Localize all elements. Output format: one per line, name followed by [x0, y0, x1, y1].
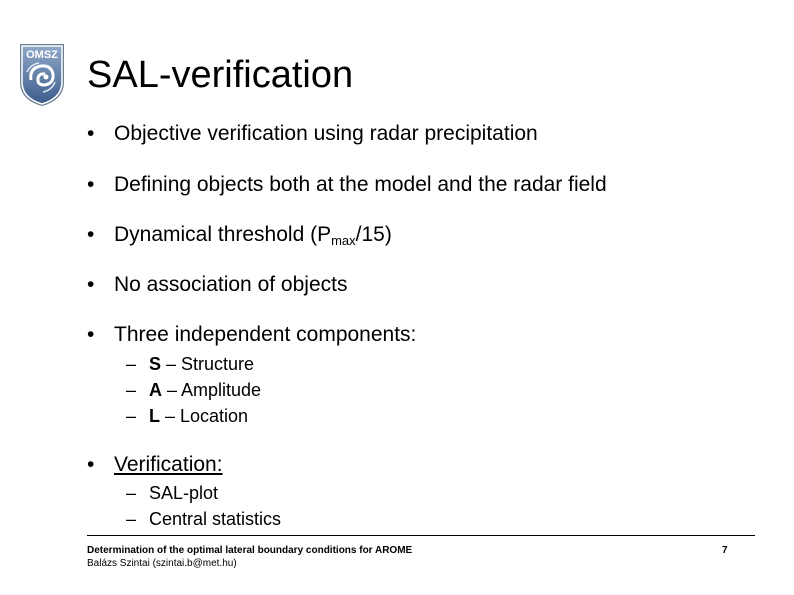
- logo-text: OMSZ: [26, 49, 58, 61]
- bullet-three-components: [87, 322, 416, 348]
- slide-title: SAL-verification: [87, 54, 354, 96]
- sub-text: Central statistics: [149, 509, 282, 529]
- bullet-marker: •: [87, 173, 95, 196]
- bullet-text-before: Dynamical threshold (P: [114, 223, 332, 246]
- sub-marker: –: [126, 380, 137, 400]
- bullet-text: Three independent components:: [114, 323, 417, 346]
- component-letter: A: [149, 380, 162, 400]
- footer-divider: [87, 535, 755, 536]
- bullet-text: No association of objects: [114, 273, 348, 296]
- omsz-logo: [17, 42, 67, 108]
- component-letter: S: [149, 354, 162, 374]
- bullet-marker: •: [87, 122, 95, 145]
- footer-title: Determination of the optimal lateral boundary conditions for AROME: [87, 545, 413, 556]
- component-amplitude: [126, 379, 261, 401]
- bullet-text: Defining objects both at the model and the radar field: [114, 173, 607, 196]
- verification-central-statistics: [126, 508, 281, 530]
- component-text: – Location: [160, 406, 249, 426]
- verification-sal-plot: [126, 482, 218, 504]
- sub-marker: –: [126, 509, 137, 529]
- bullet-marker: •: [87, 323, 95, 346]
- sub-marker: –: [126, 406, 137, 426]
- bullet-radar-verification: [87, 121, 538, 147]
- component-letter: L: [149, 406, 160, 426]
- bullet-marker: •: [87, 223, 95, 246]
- component-text: – Amplitude: [162, 380, 262, 400]
- footer-author: Balázs Szintai (szintai.b@met.hu): [87, 558, 237, 569]
- bullet-marker: •: [87, 453, 95, 476]
- sub-marker: –: [126, 354, 137, 374]
- component-text: – Structure: [161, 354, 255, 374]
- component-location: [126, 405, 248, 427]
- bullet-text-after: /15): [355, 223, 392, 246]
- verification-link[interactable]: Verification:: [114, 453, 223, 476]
- bullet-marker: •: [87, 273, 95, 296]
- bullet-verification: [87, 452, 223, 478]
- bullet-no-association: [87, 272, 347, 298]
- component-structure: [126, 353, 254, 375]
- bullet-defining-objects: [87, 172, 607, 198]
- sub-marker: –: [126, 483, 137, 503]
- bullet-text: Objective verification using radar precipitation: [114, 122, 538, 145]
- sub-text: SAL-plot: [149, 483, 219, 503]
- subscript-max: max: [331, 233, 356, 248]
- page-number: 7: [722, 545, 728, 556]
- bullet-dynamical-threshold: [87, 222, 392, 248]
